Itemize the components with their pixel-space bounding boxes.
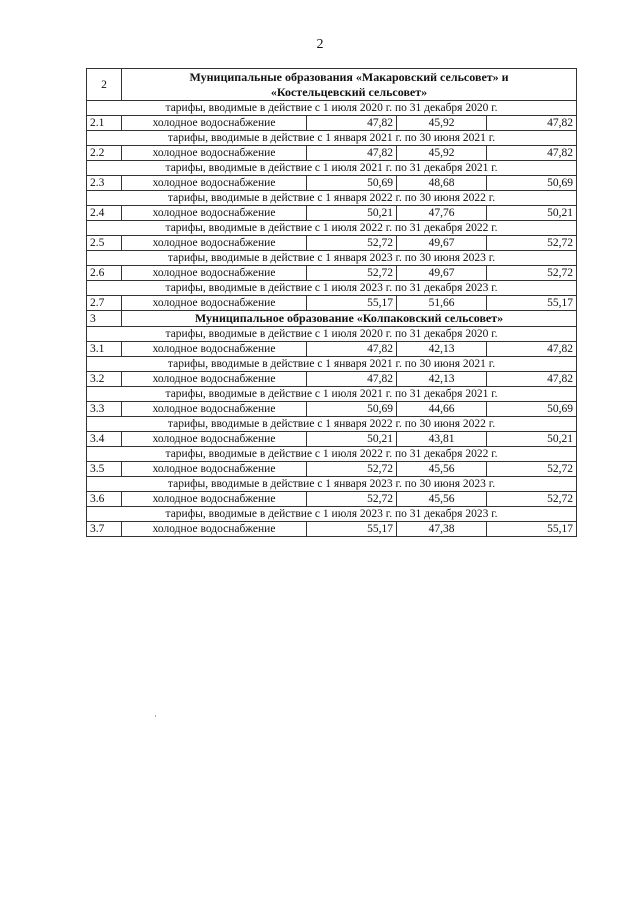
period-label: тарифы, вводимые в действие с 1 июля 2021 г. по 31 декабря 2021 г.	[87, 387, 577, 402]
period-label: тарифы, вводимые в действие с 1 июля 2023 г. по 31 декабря 2023 г.	[87, 507, 577, 522]
tariff-value-2: 48,68	[397, 176, 487, 191]
service-name: холодное водоснабжение	[122, 116, 307, 131]
group-title-line2: «Костельцевский сельсовет»	[270, 84, 428, 99]
period-row	[87, 357, 577, 372]
row-number: 3.4	[87, 432, 122, 447]
tariff-value-2: 51,66	[397, 296, 487, 311]
tariff-value-3: 47,82	[487, 146, 577, 161]
row-number: 3.7	[87, 522, 122, 537]
tariff-value-3: 52,72	[487, 266, 577, 281]
service-name: холодное водоснабжение	[122, 522, 307, 537]
tariff-value-2: 47,76	[397, 206, 487, 221]
tariff-value-2: 47,38	[397, 522, 487, 537]
tariff-value-3: 50,21	[487, 206, 577, 221]
table-row	[87, 266, 577, 281]
service-name: холодное водоснабжение	[122, 492, 307, 507]
table-row	[87, 342, 577, 357]
tariff-value-1: 50,21	[307, 206, 397, 221]
period-label: тарифы, вводимые в действие с 1 июля 2023 г. по 31 декабря 2023 г.	[87, 281, 577, 296]
service-name: холодное водоснабжение	[122, 236, 307, 251]
period-label: тарифы, вводимые в действие с 1 июля 2022 г. по 31 декабря 2022 г.	[87, 447, 577, 462]
table-row	[87, 206, 577, 221]
service-name: холодное водоснабжение	[122, 342, 307, 357]
group-title-line1: Муниципальные образования «Макаровский сельсовет» и	[189, 69, 509, 84]
tariff-value-2: 45,56	[397, 462, 487, 477]
period-label: тарифы, вводимые в действие с 1 января 2022 г. по 30 июня 2022 г.	[87, 417, 577, 432]
period-label: тарифы, вводимые в действие с 1 июля 2022 г. по 31 декабря 2022 г.	[87, 221, 577, 236]
period-row	[87, 447, 577, 462]
row-number: 2.6	[87, 266, 122, 281]
tariff-value-2: 45,92	[397, 116, 487, 131]
tariff-value-1: 52,72	[307, 236, 397, 251]
tariff-value-1: 47,82	[307, 116, 397, 131]
tariff-value-1: 47,82	[307, 342, 397, 357]
group-number: 3	[87, 311, 122, 327]
tariff-value-1: 47,82	[307, 146, 397, 161]
tariff-value-3: 52,72	[487, 492, 577, 507]
service-name: холодное водоснабжение	[122, 266, 307, 281]
tariff-value-1: 52,72	[307, 462, 397, 477]
period-label: тарифы, вводимые в действие с 1 января 2023 г. по 30 июня 2023 г.	[87, 251, 577, 266]
table-row	[87, 176, 577, 191]
service-name: холодное водоснабжение	[122, 402, 307, 417]
table-row	[87, 296, 577, 311]
tariff-value-1: 47,82	[307, 372, 397, 387]
service-name: холодное водоснабжение	[122, 296, 307, 311]
period-row	[87, 417, 577, 432]
period-label: тарифы, вводимые в действие с 1 января 2021 г. по 30 июня 2021 г.	[87, 357, 577, 372]
row-number: 2.3	[87, 176, 122, 191]
tariff-value-1: 55,17	[307, 522, 397, 537]
period-row	[87, 507, 577, 522]
tariff-table-body	[87, 69, 577, 537]
group-title-line1: Муниципальное образование «Колпаковский сельсовет»	[194, 311, 504, 325]
period-label: тарифы, вводимые в действие с 1 января 2023 г. по 30 июня 2023 г.	[87, 477, 577, 492]
row-number: 3.1	[87, 342, 122, 357]
period-label: тарифы, вводимые в действие с 1 июля 2020 г. по 31 декабря 2020 г.	[87, 327, 577, 342]
tariff-value-3: 47,82	[487, 342, 577, 357]
tariff-value-2: 45,56	[397, 492, 487, 507]
service-name: холодное водоснабжение	[122, 462, 307, 477]
group-title	[122, 69, 577, 101]
page-number: 2	[316, 37, 324, 52]
row-number: 3.2	[87, 372, 122, 387]
table-row	[87, 432, 577, 447]
period-row	[87, 161, 577, 176]
group-header-row	[87, 311, 577, 327]
tariff-value-3: 55,17	[487, 522, 577, 537]
tariff-value-2: 45,92	[397, 146, 487, 161]
tariff-value-1: 50,21	[307, 432, 397, 447]
table-row	[87, 116, 577, 131]
period-row	[87, 251, 577, 266]
group-header-row	[87, 69, 577, 101]
tariff-value-2: 44,66	[397, 402, 487, 417]
service-name: холодное водоснабжение	[122, 372, 307, 387]
period-row	[87, 281, 577, 296]
table-row	[87, 372, 577, 387]
tariff-value-3: 50,69	[487, 176, 577, 191]
tariff-value-3: 50,21	[487, 432, 577, 447]
period-row	[87, 131, 577, 146]
period-row	[87, 327, 577, 342]
tariff-value-1: 55,17	[307, 296, 397, 311]
period-row	[87, 101, 577, 116]
tariff-value-2: 42,13	[397, 342, 487, 357]
tariff-value-2: 43,81	[397, 432, 487, 447]
scan-speck	[155, 715, 156, 717]
tariff-value-1: 52,72	[307, 266, 397, 281]
tariff-value-1: 50,69	[307, 176, 397, 191]
group-title	[122, 311, 577, 327]
tariff-value-3: 47,82	[487, 116, 577, 131]
table-row	[87, 462, 577, 477]
tariff-value-3: 47,82	[487, 372, 577, 387]
tariff-value-1: 52,72	[307, 492, 397, 507]
row-number: 3.5	[87, 462, 122, 477]
table-row	[87, 522, 577, 537]
row-number: 2.1	[87, 116, 122, 131]
table-row	[87, 236, 577, 251]
tariff-value-2: 42,13	[397, 372, 487, 387]
tariff-value-3: 52,72	[487, 236, 577, 251]
tariff-value-3: 55,17	[487, 296, 577, 311]
period-row	[87, 191, 577, 206]
table-row	[87, 492, 577, 507]
tariff-value-1: 50,69	[307, 402, 397, 417]
tariff-table	[86, 68, 577, 537]
tariff-value-2: 49,67	[397, 236, 487, 251]
period-row	[87, 387, 577, 402]
period-label: тарифы, вводимые в действие с 1 января 2022 г. по 30 июня 2022 г.	[87, 191, 577, 206]
tariff-value-3: 50,69	[487, 402, 577, 417]
row-number: 2.4	[87, 206, 122, 221]
tariff-value-2: 49,67	[397, 266, 487, 281]
service-name: холодное водоснабжение	[122, 146, 307, 161]
table-row	[87, 146, 577, 161]
service-name: холодное водоснабжение	[122, 432, 307, 447]
table-row	[87, 402, 577, 417]
row-number: 2.2	[87, 146, 122, 161]
row-number: 3.6	[87, 492, 122, 507]
period-row	[87, 221, 577, 236]
period-row	[87, 477, 577, 492]
row-number: 2.5	[87, 236, 122, 251]
tariff-value-3: 52,72	[487, 462, 577, 477]
service-name: холодное водоснабжение	[122, 176, 307, 191]
row-number: 2.7	[87, 296, 122, 311]
group-number: 2	[87, 69, 122, 101]
period-label: тарифы, вводимые в действие с 1 января 2021 г. по 30 июня 2021 г.	[87, 131, 577, 146]
row-number: 3.3	[87, 402, 122, 417]
service-name: холодное водоснабжение	[122, 206, 307, 221]
period-label: тарифы, вводимые в действие с 1 июля 2020 г. по 31 декабря 2020 г.	[87, 101, 577, 116]
period-label: тарифы, вводимые в действие с 1 июля 2021 г. по 31 декабря 2021 г.	[87, 161, 577, 176]
